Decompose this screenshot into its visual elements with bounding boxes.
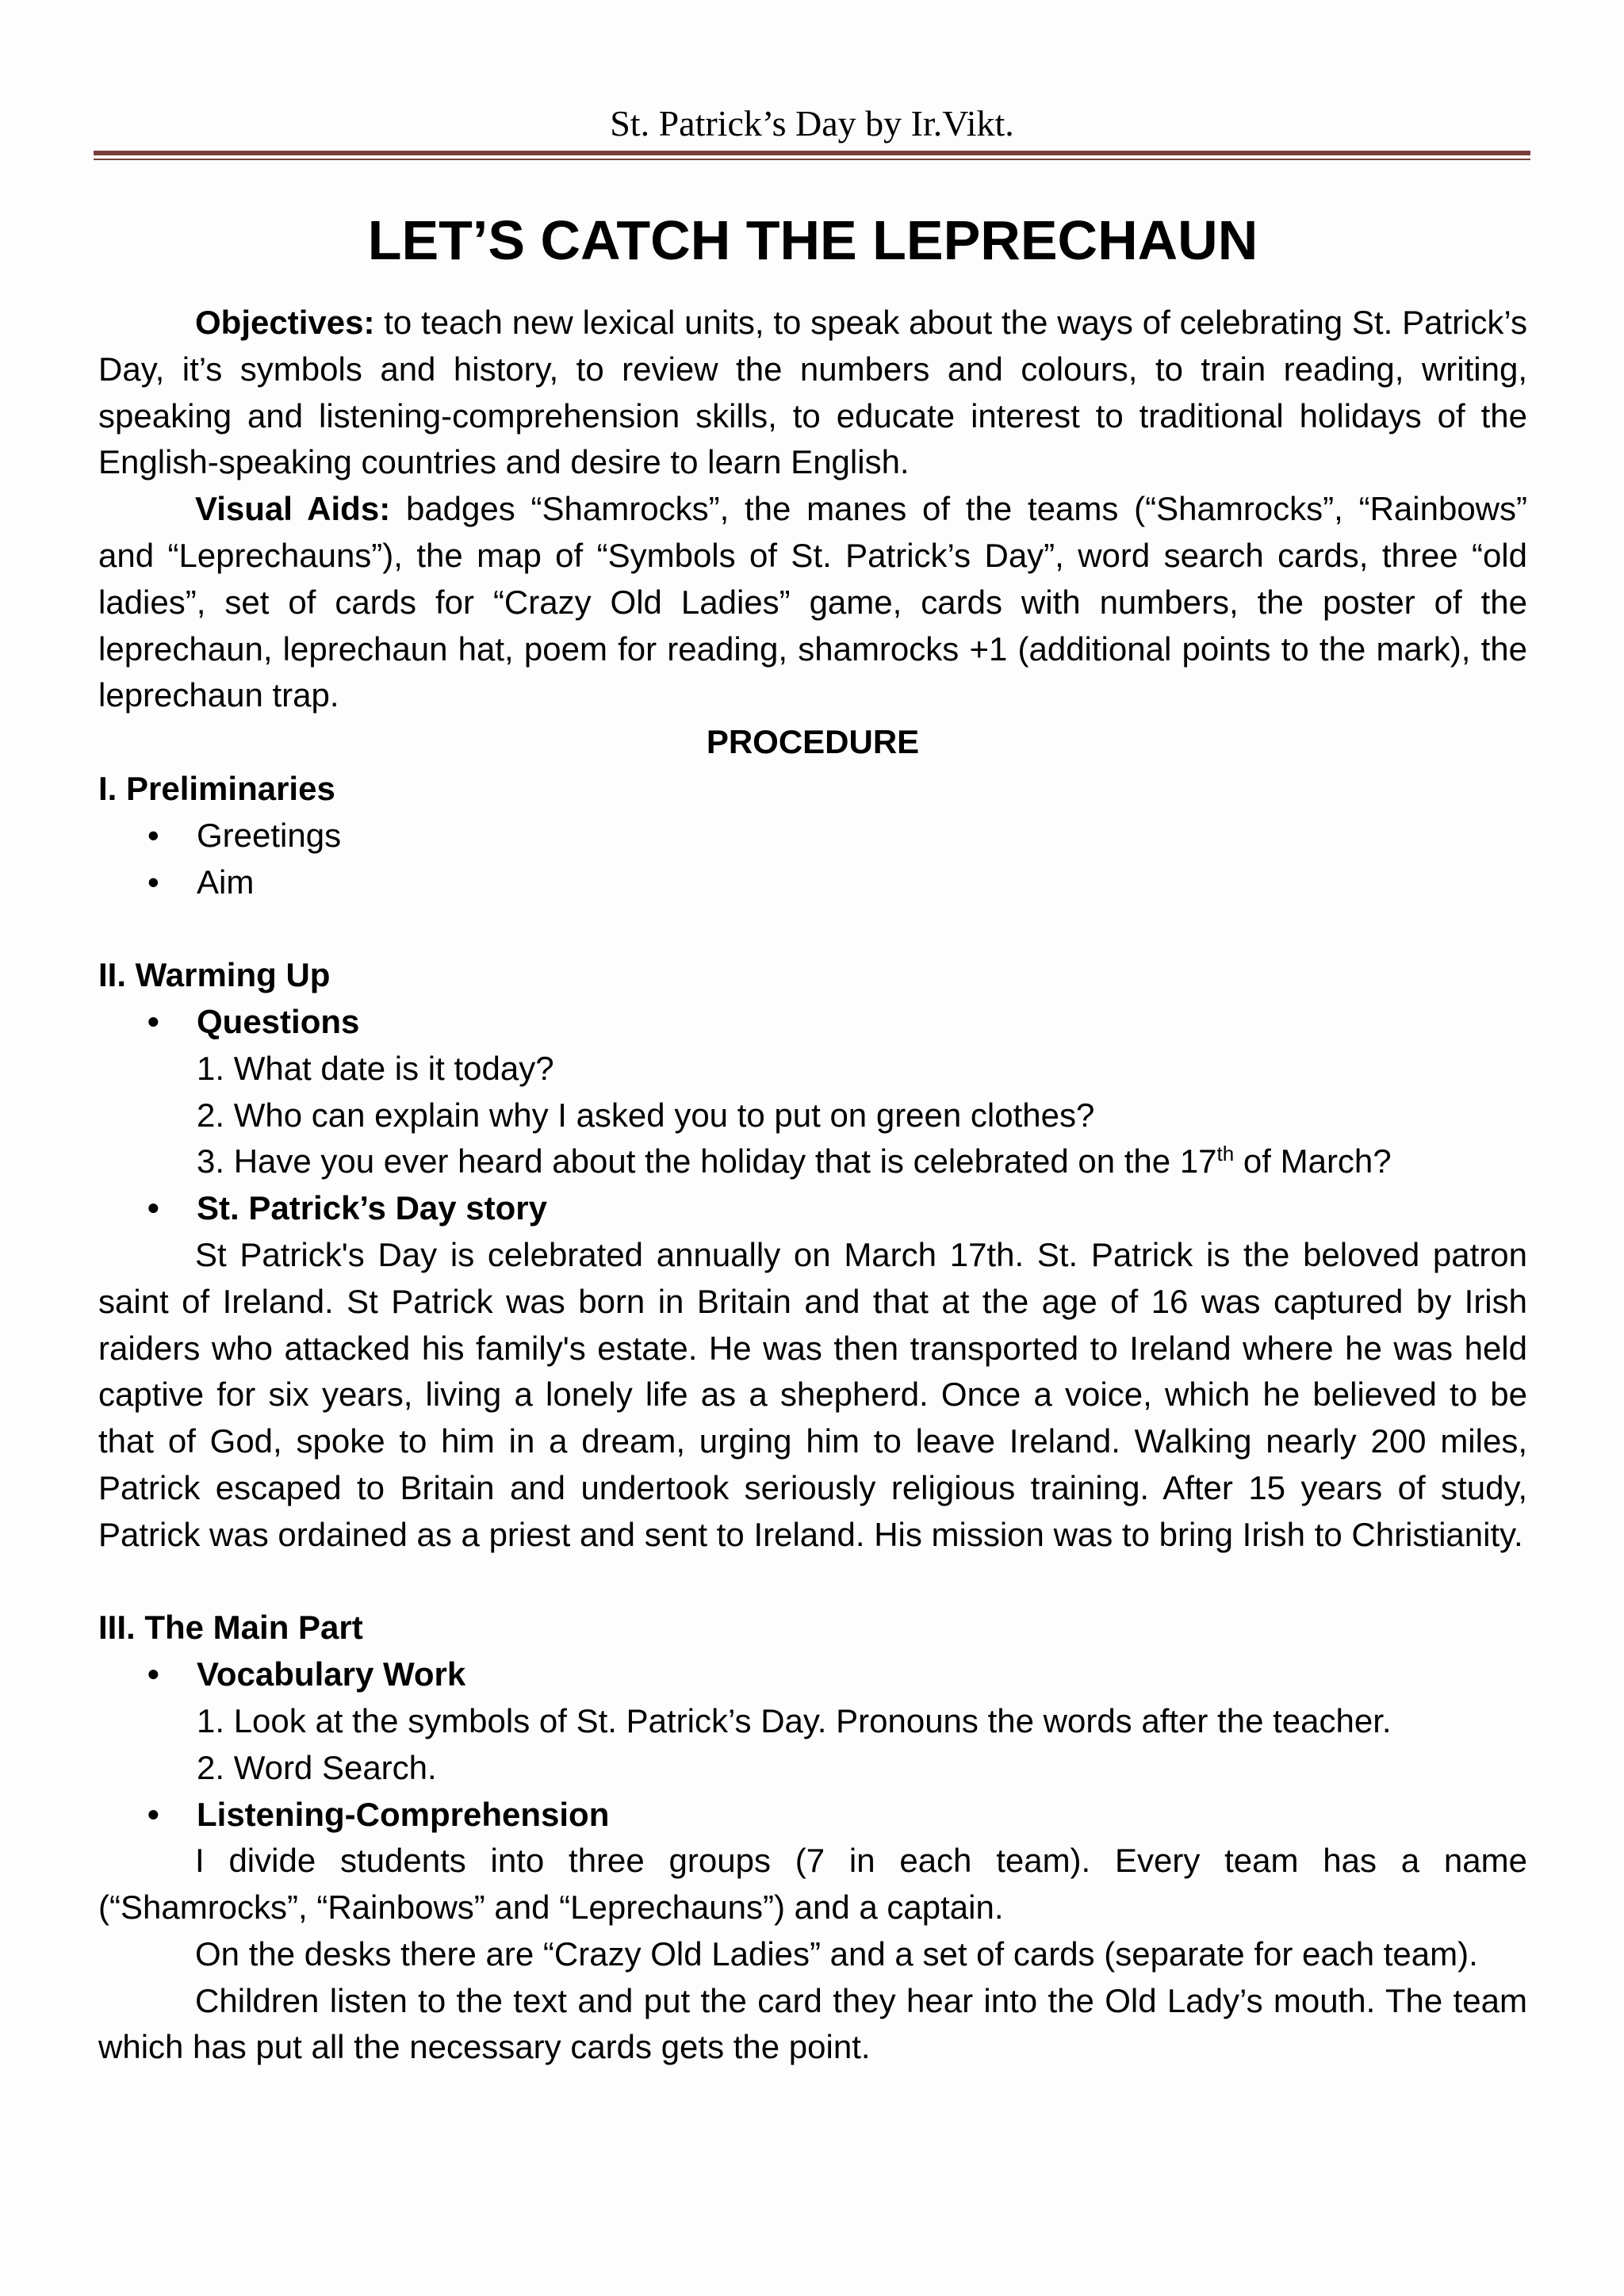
section-preliminaries-heading: I. Preliminaries	[98, 769, 335, 807]
section-warming-up-heading: II. Warming Up	[98, 956, 331, 994]
header-title: St. Patrick’s Day by Ir.Vikt.	[610, 103, 1014, 144]
story-paragraph: St Patrick's Day is celebrated annually on March 17th. St. Patrick is the beloved patron saint of Ireland. St Patrick was born in Britain and that at the age of 16 was captured by Irish raiders who attacked his family's estate. He was then transported to Ireland where he was held captive for six years, living a lonely life as a shepherd. Once a voice, which he believed to be that of God, spoke to him in a dream, urging him to leave Ireland. Walking nearly 200 miles, Patrick escaped to Britain and undertook seriously religious training. After 15 years of study, Patrick was ordained as a priest and sent to Ireland. His mission was to bring Irish to Christianity.	[98, 1235, 1527, 1553]
vocabulary-item-1: 1. Look at the symbols of St. Patrick’s Day. Pronouns the words after the teacher.	[197, 1701, 1392, 1739]
objectives-label: Objectives:	[195, 304, 375, 341]
list-item-greetings: • Greetings	[98, 813, 1527, 859]
objectives-text: to teach new lexical units, to speak about the ways of celebrating St. Patrick’s Day, it’s symbols and history, to review the numbers and colours, to train reading, writing, speaking and listening-comprehension skills, to educate interest to traditional holidays of the English-speaking countries and desire to learn English.	[98, 304, 1527, 481]
question-2: 2. Who can explain why I asked you to put on green clothes?	[197, 1096, 1095, 1134]
listening-paragraph-1: I divide students into three groups (7 in each team). Every team has a name (“Shamrocks”, “Rainbows” and “Leprechauns”) and a captain.	[98, 1842, 1527, 1927]
question-3-text: 3. Have you ever heard about the holiday that is celebrated on the 17	[197, 1142, 1217, 1181]
story-label: • St. Patrick’s Day story	[98, 1185, 1527, 1232]
procedure-heading: PROCEDURE	[706, 723, 920, 761]
question-1: 1. What date is it today?	[197, 1049, 554, 1087]
vocabulary-work-label: • Vocabulary Work	[98, 1651, 1527, 1698]
section-main-part-heading: III. The Main Part	[98, 1609, 363, 1647]
header-rule-thin	[94, 159, 1530, 160]
visual-aids-label: Visual Aids:	[195, 490, 391, 528]
listening-paragraph-2: On the desks there are “Crazy Old Ladies” and a set of cards (separate for each team).	[195, 1934, 1478, 1973]
listening-comprehension-label: • Listening-Comprehension	[98, 1792, 1527, 1839]
question-3-superscript: th	[1216, 1142, 1235, 1166]
visual-aids-text: badges “Shamrocks”, the manes of the teams (“Shamrocks”, “Rainbows” and “Leprechauns”), the map of “Symbols of St. Patrick’s Day”, word search cards, three “old ladies”, set of cards for “Crazy Old Ladies” game, cards with numbers, the poster of the leprechaun, leprechaun hat, poem for reading, shamrocks +1 (additional points to the mark), the leprechaun trap.	[98, 490, 1527, 714]
listening-paragraph-3: Children listen to the text and put the card they hear into the Old Lady’s mouth. The team which has put all the necessary cards gets the point.	[98, 1981, 1527, 2066]
visual-aids-paragraph	[98, 486, 1527, 719]
vocabulary-item-2: 2. Word Search.	[197, 1748, 437, 1786]
header-rule-thick	[94, 151, 1530, 155]
document-title: LET’S CATCH THE LEPRECHAUN	[367, 209, 1258, 271]
questions-label: • Questions	[98, 999, 1527, 1046]
spacer	[98, 1559, 1527, 1605]
spacer	[98, 905, 1527, 952]
question-3-text-end: of March?	[1234, 1142, 1392, 1181]
objectives-paragraph	[98, 300, 1527, 486]
document-body	[98, 197, 1527, 2071]
list-item-aim: • Aim	[98, 859, 1527, 906]
question-3	[98, 1138, 1527, 1185]
